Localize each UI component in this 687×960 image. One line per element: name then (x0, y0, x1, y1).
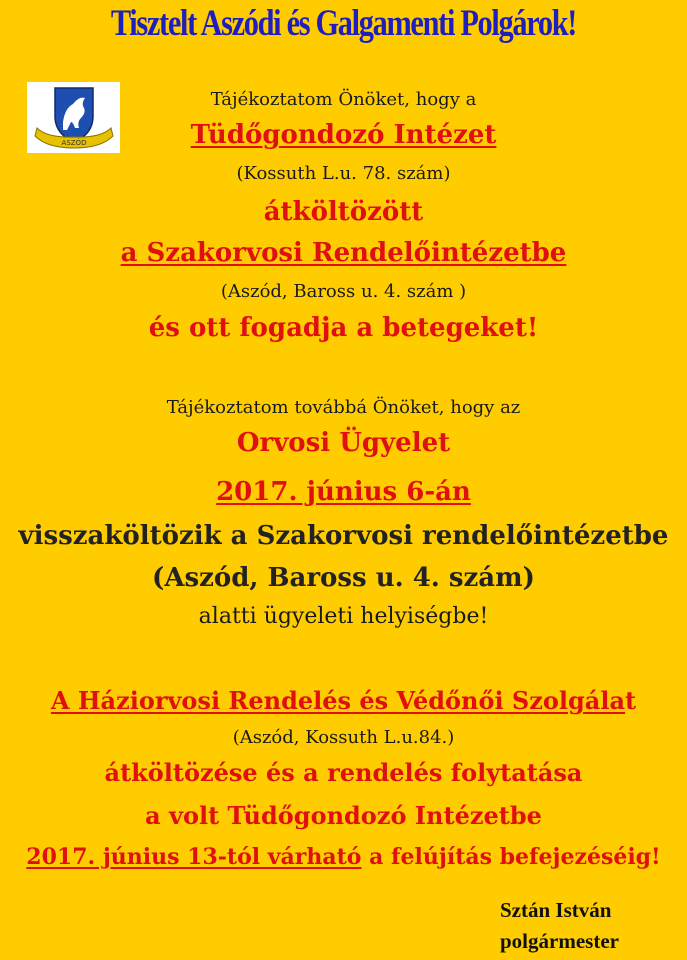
section3-date: 2017. június 13-tól várható (26, 844, 362, 870)
institute-address: (Kossuth L.u. 78. szám) (236, 163, 451, 184)
section3-service-tail: t (625, 686, 637, 715)
destination-address: (Aszód, Baross u. 4. szám ) (220, 281, 467, 302)
institute-name: Tüdőgondozó Intézet (190, 120, 497, 150)
room-text: alatti ügyeleti helyiségbe! (198, 604, 489, 629)
service-name: Orvosi Ügyelet (236, 428, 451, 458)
signature-name: Sztán István (500, 898, 612, 922)
target-text: a volt Tüdőgondozó Intézetbe (145, 801, 542, 830)
service-address: (Aszód, Baross u. 4. szám) (152, 563, 535, 593)
section3-address: (Aszód, Kossuth L.u.84.) (232, 727, 455, 748)
signature-role: polgármester (500, 929, 619, 953)
reception-text: és ott fogadja a betegeket! (148, 313, 539, 343)
intro-text-2: Tájékoztatom továbbá Önöket, hogy az (166, 397, 521, 418)
destination-name: a Szakorvosi Rendelőintézetbe (120, 238, 567, 268)
moved-text: átköltözött (263, 197, 424, 227)
moving-text: átköltözése és a rendelés folytatása (104, 758, 583, 787)
intro-text-1: Tájékoztatom Önöket, hogy a (210, 89, 477, 110)
section3-service-name: A Háziorvosi Rendelés és Védőnői Szolgála (50, 686, 626, 715)
page-title: Tisztelt Aszódi és Galgamenti Polgárok! (110, 3, 577, 44)
returns-text: visszaköltözik a Szakorvosi rendelőintézetbe (18, 521, 669, 551)
logo-ribbon-text: ASZÓD (61, 139, 87, 147)
service-date: 2017. június 6-án (216, 477, 471, 507)
section3-until: a felújítás befejezéséig! (361, 844, 661, 870)
